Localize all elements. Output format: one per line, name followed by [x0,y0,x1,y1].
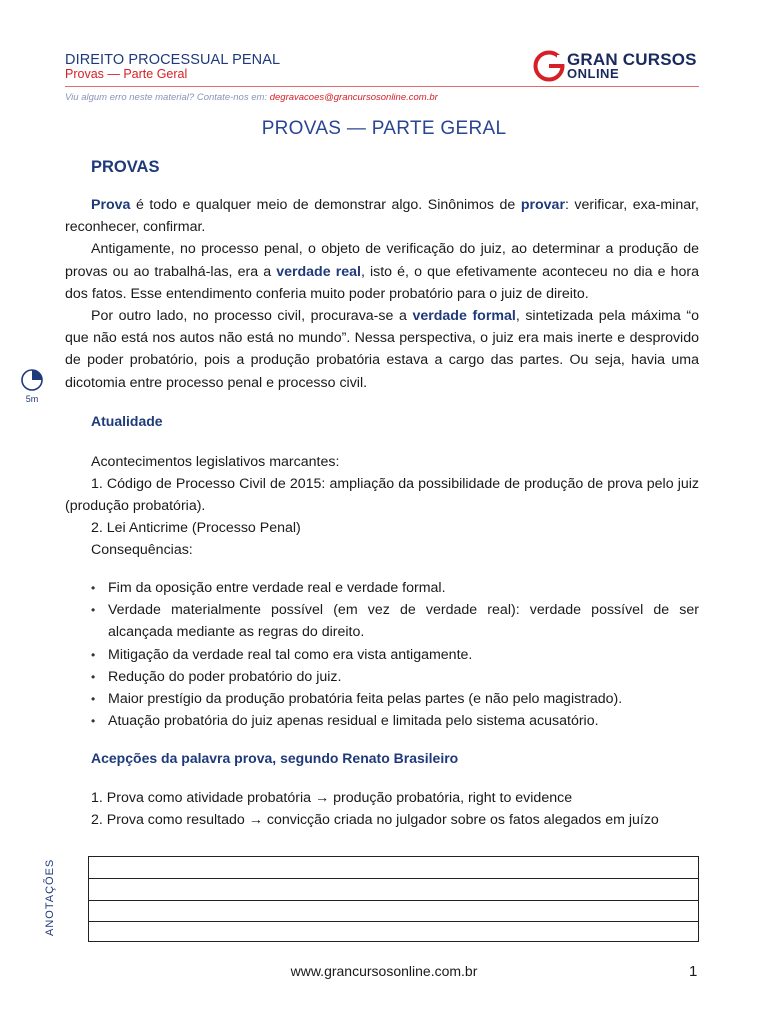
acepcoes-heading: Acepções da palavra prova, segundo Renato Brasileiro [91,750,459,766]
annotation-line [89,900,698,901]
consequences-label: Consequências: [91,542,193,558]
annotation-line [89,878,698,879]
contact-email-link[interactable]: degravacoes@grancursosonline.com.br [269,92,438,103]
consequences-list [91,577,699,732]
annotations-label: ANOTAÇÕES [44,858,56,936]
term-verdade-formal: verdade formal [412,308,516,325]
acepcao-item-1: 1. Prova como atividade probatória → produção probatória, right to evidence [91,790,573,806]
list-item: • Verdade materialmente possível (em vez de verdade real): verdade possível de ser alcançada mediante as regras do direito. [91,599,699,643]
logo-g-icon [533,50,565,82]
text-run: Por outro lado, no processo civil, procurava-se a [91,308,413,325]
footer-url[interactable]: www.grancursosonline.com.br [290,963,478,979]
legislation-item-1: 1. Código de Processo Civil de 2015: ampliação da possibilidade de produção de prova pelo juiz (produção probatória). [65,476,699,515]
section-heading: PROVAS [91,158,160,176]
paragraph-1 [65,194,699,238]
text-run: , sintetizada pela máxima “o que não está nos autos não está no mundo”. Nessa perspectiva, o juiz era mais inerte e desprovido de poder probatório, pois a produção probatória estava a cargo das partes. Ou seja, havia uma dicotomia entre processo penal e processo civil. [65,308,700,391]
term-prova: Prova [91,197,131,213]
atualidade-heading: Atualidade [91,413,163,429]
paragraph-3 [65,305,699,394]
timer-label: 5m [25,394,39,404]
list-item: • Fim da oposição entre verdade real e verdade formal. [91,577,699,599]
video-timestamp-marker[interactable] [20,368,50,404]
term-verdade-real: verdade real [276,263,361,280]
course-title: DIREITO PROCESSUAL PENAL [65,52,281,68]
intro-paragraphs [65,194,699,394]
annotation-line [89,921,698,922]
header-divider [65,86,699,87]
gran-cursos-logo [533,48,703,84]
term-provar: provar [520,197,565,213]
list-item: • Atuação probatória do juiz apenas residual e limitada pelo sistema acusatório. [91,710,699,732]
course-subtitle: Provas — Parte Geral [65,67,188,81]
contact-prefix: Viu algum erro neste material? Contate-nos em: [65,92,270,103]
text-run: Antigamente, no processo penal, o objeto de verificação do juiz, ao determinar a produção de provas ou ao trabalhá-las, era a [65,241,699,280]
text-run: , isto é, o que efetivamente aconteceu no dia e hora dos fatos. Esse entendimento conferia muito poder probatório para o juiz de direito. [65,263,700,302]
document-title: PROVAS — PARTE GERAL [261,118,507,139]
timer-icon [20,368,44,392]
text-run: é todo e qualquer meio de demonstrar algo. Sinônimos de [130,197,521,213]
legislation-item-2: 2. Lei Anticrime (Processo Penal) [91,520,301,536]
list-item: • Mitigação da verdade real tal como era vista antigamente. [91,644,699,666]
page-number: 1 [689,963,698,980]
logo-text-gran-cursos: GRAN CURSOS [567,50,697,69]
logo-text-online: ONLINE [567,66,620,81]
paragraph-2 [65,238,699,305]
atualidade-intro: Acontecimentos legislativos marcantes: [91,454,340,470]
contact-line [65,92,438,103]
list-item: • Redução do poder probatório do juiz. [91,666,699,688]
list-item: • Maior prestígio da produção probatória feita pelas partes (e não pelo magistrado). [91,688,699,710]
annotations-box[interactable] [88,856,699,942]
text-run: : verificar, exa-minar, reconhecer, confirmar. [65,197,699,236]
acepcao-item-2: 2. Prova como resultado → convicção criada no julgador sobre os fatos alegados em juízo [91,812,659,828]
